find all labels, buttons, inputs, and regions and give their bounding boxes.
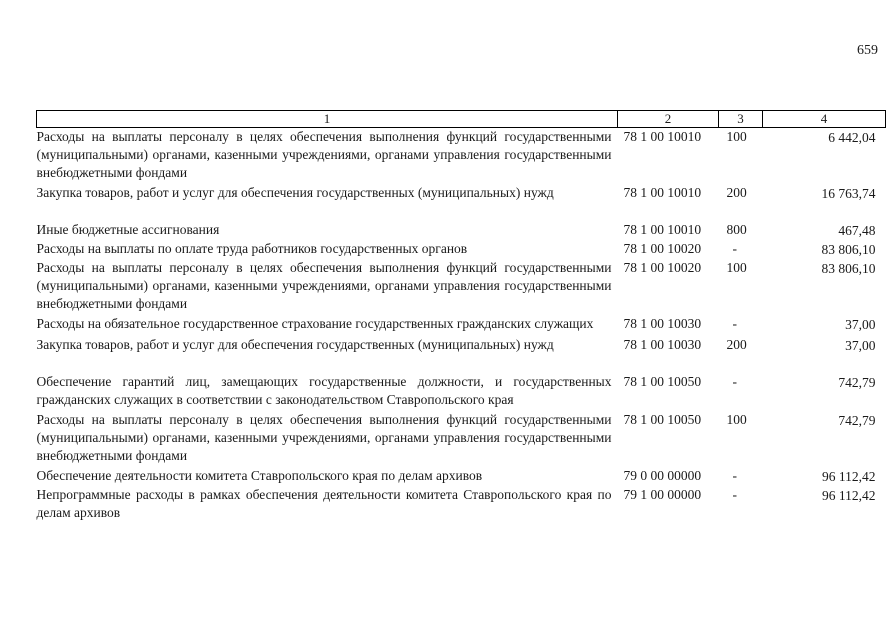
page-number: 659 <box>857 43 878 58</box>
row-expense-type: - <box>732 241 737 256</box>
table-row <box>37 128 886 185</box>
row-name: Закупка товаров, работ и услуг для обеспечения государственных (муниципальных) нужд <box>36 185 554 200</box>
row-code: 79 0 00 00000 <box>623 468 702 483</box>
row-sum: 37,00 <box>845 317 876 332</box>
row-code: 78 1 00 10010 <box>623 129 702 144</box>
table-row <box>37 336 886 373</box>
row-expense-type: 200 <box>726 337 747 352</box>
budget-table <box>36 110 886 522</box>
row-sum: 96 112,42 <box>822 469 876 484</box>
row-name: Обеспечение деятельности комитета Ставропольского края по делам архивов <box>36 468 483 483</box>
row-sum: 467,48 <box>838 223 876 238</box>
table-row <box>37 259 886 315</box>
row-sum: 83 806,10 <box>821 242 876 257</box>
row-expense-type: - <box>732 374 737 389</box>
row-code: 78 1 00 10030 <box>623 316 702 331</box>
row-name: Иные бюджетные ассигнования <box>36 222 220 237</box>
table-row <box>37 411 886 467</box>
table-row <box>37 486 886 522</box>
row-name: Непрограммные расходы в рамках обеспечения деятельности комитета Ставропольского края по делам архивов <box>36 487 612 520</box>
row-code: 78 1 00 10050 <box>623 374 702 389</box>
row-sum: 6 442,04 <box>828 130 876 145</box>
header-col-4: 4 <box>763 111 886 128</box>
row-sum: 37,00 <box>845 338 876 353</box>
row-expense-type: - <box>732 468 737 483</box>
table-row <box>37 184 886 221</box>
table-row <box>37 221 886 240</box>
row-expense-type: 100 <box>726 260 747 275</box>
row-expense-type: 800 <box>726 222 747 237</box>
row-name: Закупка товаров, работ и услуг для обеспечения государственных (муниципальных) нужд <box>36 337 554 352</box>
row-code: 78 1 00 10010 <box>623 185 702 200</box>
row-name: Расходы на выплаты персоналу в целях обеспечения выполнения функций государственными (муниципальными) органами, казенными учреждениями, органами управления государственными внебюджетными фондами <box>36 412 612 463</box>
row-code: 78 1 00 10020 <box>623 241 702 256</box>
table-row <box>37 373 886 411</box>
row-expense-type: 100 <box>726 129 747 144</box>
row-expense-type: - <box>732 487 737 502</box>
row-sum: 16 763,74 <box>821 186 876 201</box>
header-col-1: 1 <box>37 111 618 128</box>
row-code: 78 1 00 10020 <box>623 260 702 275</box>
row-sum: 96 112,42 <box>822 488 876 503</box>
row-sum: 742,79 <box>838 413 876 428</box>
row-expense-type: 100 <box>726 412 747 427</box>
row-sum: 742,79 <box>838 375 876 390</box>
row-expense-type: 200 <box>726 185 747 200</box>
table-row <box>37 467 886 486</box>
header-col-3: 3 <box>719 111 763 128</box>
row-name: Обеспечение гарантий лиц, замещающих государственные должности, и государственных гражданских служащих в соответствии с законодательством Ставропольского края <box>36 374 612 407</box>
row-name: Расходы на выплаты по оплате труда работников государственных органов <box>36 241 468 256</box>
table-row <box>37 240 886 259</box>
row-sum: 83 806,10 <box>821 261 876 276</box>
row-name: Расходы на выплаты персоналу в целях обеспечения выполнения функций государственными (муниципальными) органами, казенными учреждениями, органами управления государственными внебюджетными фондами <box>36 260 612 311</box>
row-code: 78 1 00 10010 <box>623 222 702 237</box>
row-code: 78 1 00 10050 <box>623 412 702 427</box>
row-name: Расходы на обязательное государственное страхование государственных гражданских служащих <box>36 316 594 331</box>
header-col-2: 2 <box>618 111 719 128</box>
row-name: Расходы на выплаты персоналу в целях обеспечения выполнения функций государственными (муниципальными) органами, казенными учреждениями, органами управления государственными внебюджетными фондами <box>36 129 612 180</box>
row-code: 78 1 00 10030 <box>623 337 702 352</box>
row-expense-type: - <box>732 316 737 331</box>
row-code: 79 1 00 00000 <box>623 487 702 502</box>
table-row <box>37 315 886 336</box>
table-header <box>37 111 886 128</box>
